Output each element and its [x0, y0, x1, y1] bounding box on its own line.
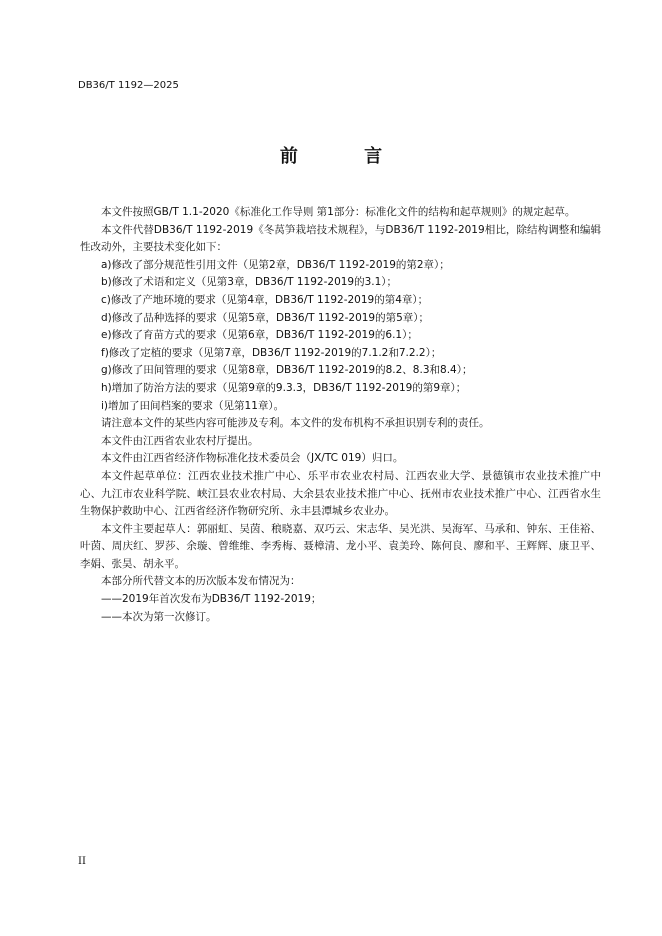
document-code: DB36/T 1192—2025 — [78, 80, 179, 91]
change-item: c)修改了产地环境的要求（见第4章，DB36/T 1192-2019的第4章）； — [101, 293, 429, 306]
page-title: 前 言 — [279, 146, 413, 167]
change-item: d)修改了品种选择的要求（见第5章，DB36/T 1192-2019的第5章）； — [101, 311, 430, 324]
history-item: ——本次为第一次修订。 — [101, 610, 217, 623]
change-item: i)增加了田间档案的要求（见第11章）。 — [101, 399, 285, 412]
page-number: II — [78, 856, 86, 867]
paragraph-replacement: 本文件代替DB36/T 1192-2019《冬莴笋栽培技术规程》，与DB36/T 1192-2019相比，除结构调整和编辑性改动外，主要技术变化如下： — [80, 223, 601, 254]
changes-list — [80, 257, 601, 415]
change-item: b)修改了术语和定义（见第3章，DB36/T 1192-2019的3.1）； — [101, 276, 398, 289]
paragraph-proposed-by: 本文件由江西省农业农村厅提出。 — [101, 434, 259, 447]
change-item: g)修改了田间管理的要求（见第8章，DB36/T 1192-2019的8.2、8.3和8.4）； — [101, 364, 473, 377]
change-item: f)修改了定植的要求（见第7章，DB36/T 1192-2019的7.1.2和7.2.2）； — [101, 346, 442, 359]
paragraph-history-intro: 本部分所代替文本的历次版本发布情况为： — [101, 575, 301, 588]
history-item: ——2019年首次发布为DB36/T 1192-2019； — [101, 593, 322, 606]
change-item: h)增加了防治方法的要求（见第9章的9.3.3，DB36/T 1192-2019的第9章）； — [101, 381, 467, 394]
paragraph-patent-notice: 请注意本文件的某些内容可能涉及专利。本文件的发布机构不承担识别专利的责任。 — [101, 417, 490, 430]
change-item: a)修改了部分规范性引用文件（见第2章，DB36/T 1192-2019的第2章）； — [101, 258, 450, 271]
change-item: e)修改了育苗方式的要求（见第6章，DB36/T 1192-2019的6.1）； — [101, 329, 418, 342]
foreword-body — [80, 204, 601, 626]
paragraph-managed-by: 本文件由江西省经济作物标准化技术委员会（JX/TC 019）归口。 — [101, 452, 404, 465]
paragraph-drafting-rules: 本文件按照GB/T 1.1-2020《标准化工作导则 第1部分：标准化文件的结构和起草规则》的规定起草。 — [101, 206, 576, 218]
paragraph-drafting-units: 本文件起草单位：江西农业技术推广中心、乐平市农业农村局、江西农业大学、景德镇市农业技术推广中心、九江市农业科学院、峡江县农业农村局、大余县农业技术推广中心、抚州市农业技术推广中心、江西省水生生物保护救助中心、江西省经济作物研究所、永丰县潭城乡农业办。 — [80, 469, 601, 518]
paragraph-drafters: 本文件主要起草人：郭丽虹、吴茵、稂晓嘉、双巧云、宋志华、吴光洪、吴海军、马承和、钟东、王佳裕、叶茵、周庆红、罗莎、余璇、曾维维、李秀梅、聂樟清、龙小平、袁美玲、陈何良、廖和平、王辉辉、康卫平、李娟、张昊、胡永平。 — [80, 522, 601, 570]
